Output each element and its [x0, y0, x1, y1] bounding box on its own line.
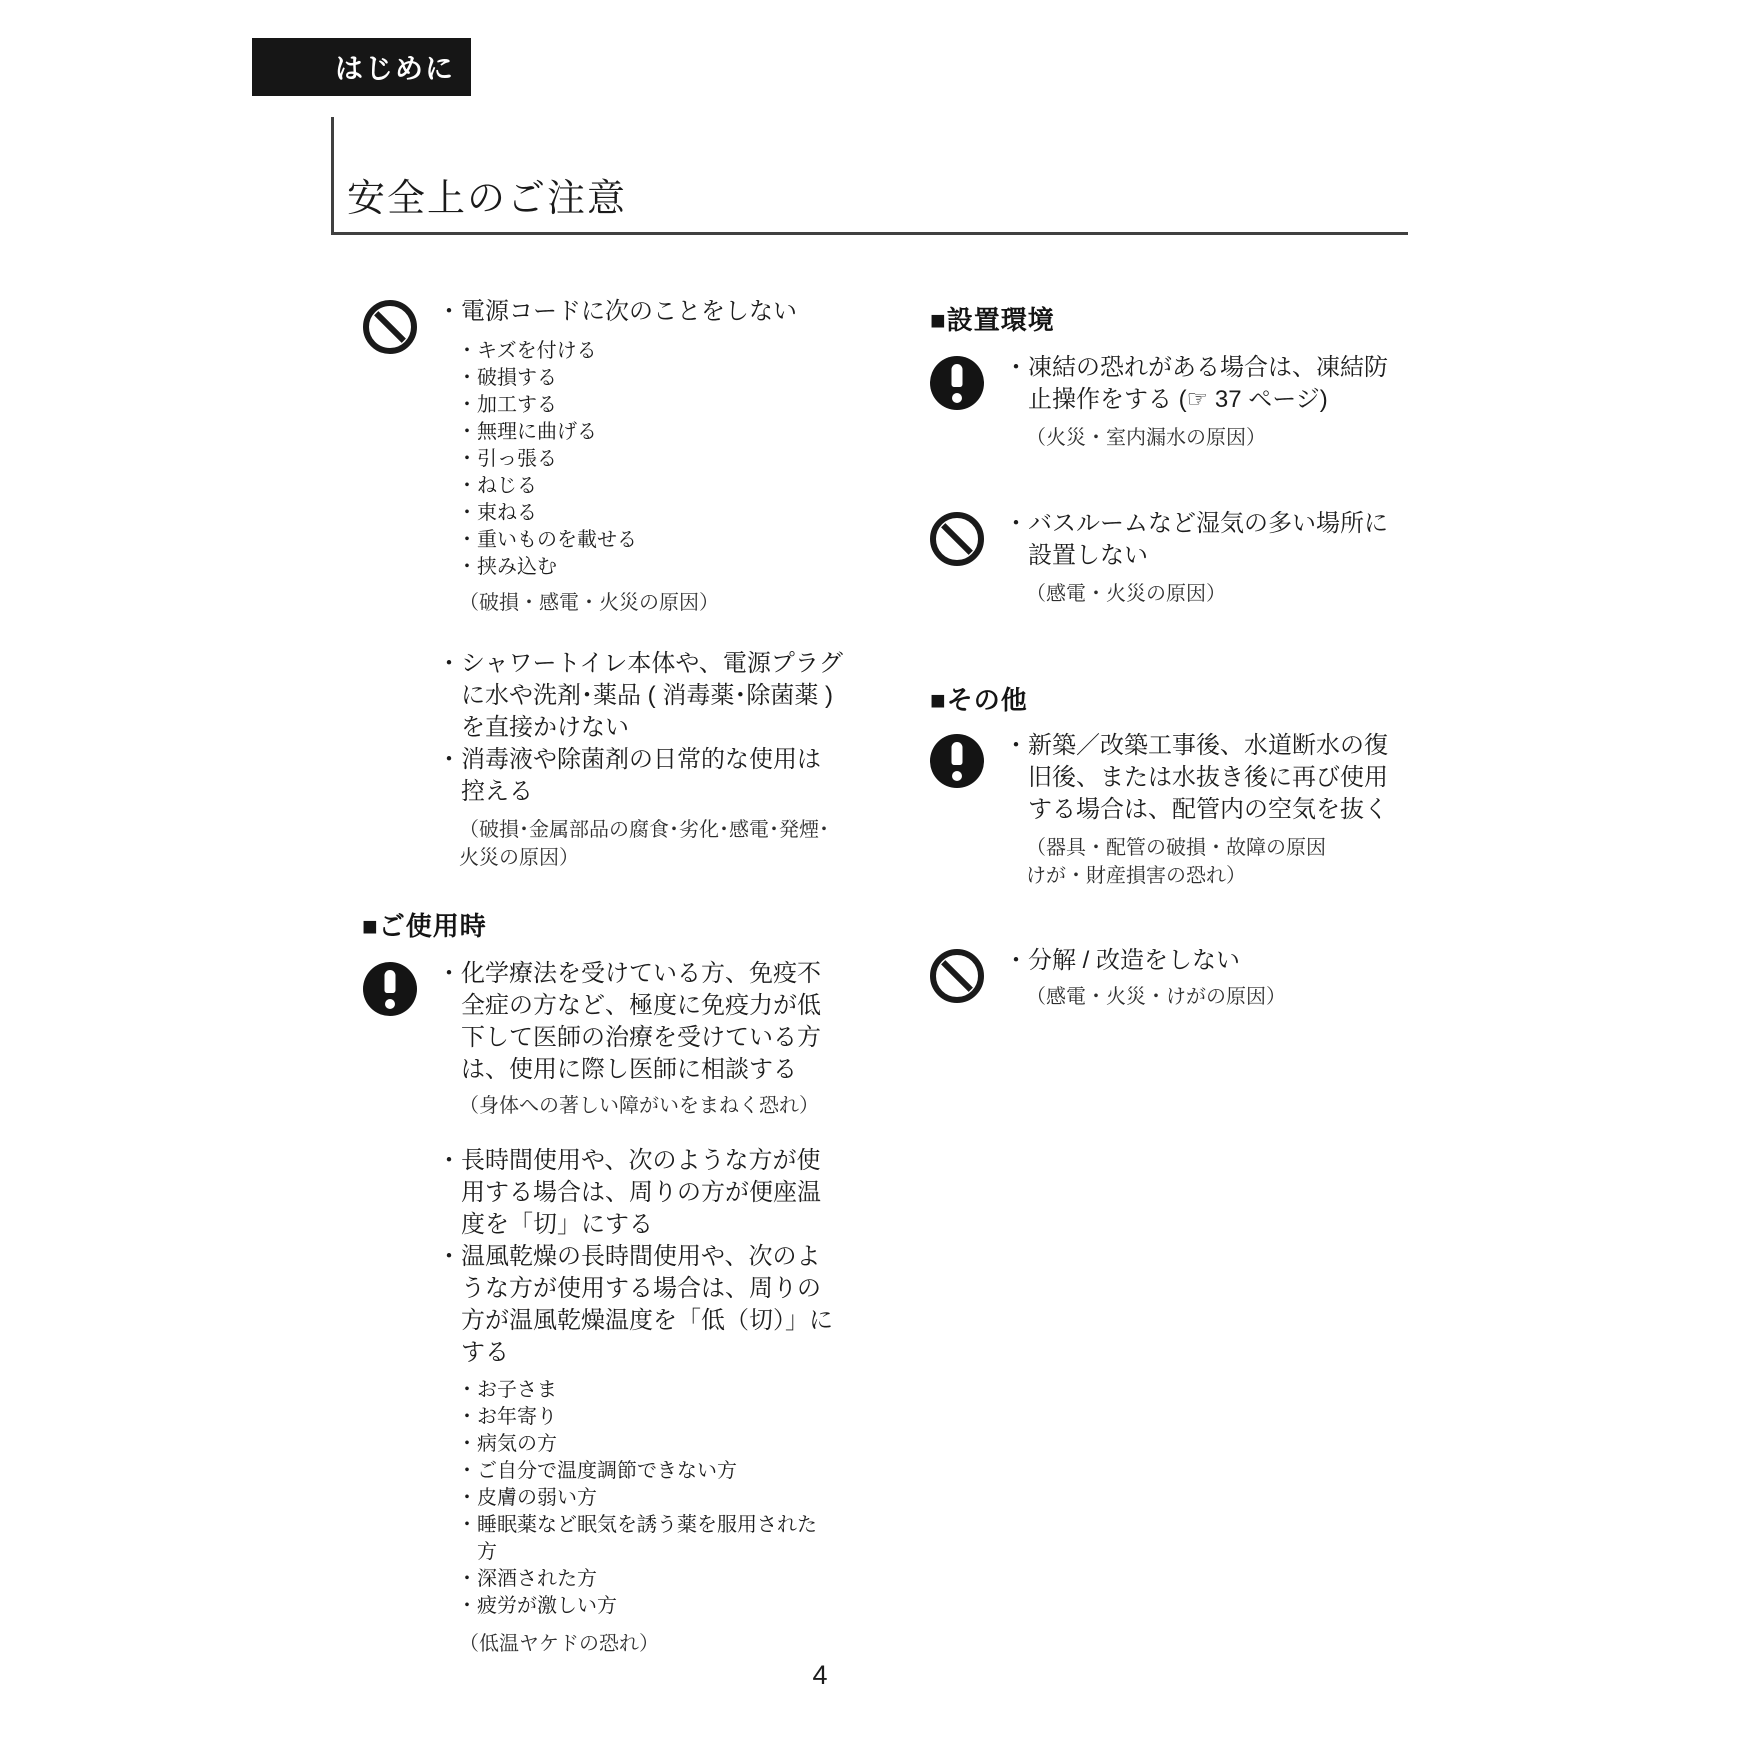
- warning-line: 度を「切」にする: [461, 1211, 653, 1238]
- sub-item: 方: [477, 1541, 497, 1563]
- sub-item: ・加工する: [457, 394, 557, 416]
- section-heading-environment: ■設置環境: [930, 305, 1055, 335]
- warning-line: ・新築／改築工事後、水道断水の復: [1004, 732, 1388, 759]
- sub-item: ・重いものを載せる: [457, 529, 637, 551]
- section-heading-usage: ■ご使用時: [362, 911, 487, 941]
- cause-note: （破損･金属部品の腐食･劣化･感電･発煙･: [459, 819, 829, 841]
- warning-disassembly: [930, 945, 1430, 1011]
- warning-line: ・化学療法を受けている方、免疫不: [437, 960, 821, 987]
- page-title-block: [331, 117, 1408, 235]
- warning-bathroom: [930, 508, 1430, 608]
- cause-note: （感電・火災の原因）: [1026, 583, 1226, 605]
- sub-list: [437, 1377, 833, 1620]
- icon-column: [363, 296, 437, 617]
- warning-line-page-ref: 止操作をする (☞ 37 ページ): [1028, 386, 1328, 413]
- sub-item: ・ご自分で温度調節できない方: [457, 1460, 737, 1482]
- warning-line: 下して医師の治療を受けている方: [461, 1024, 821, 1051]
- warning-line: 方が温風乾燥温度を「低（切）」に: [461, 1307, 833, 1334]
- page-title: 安全上のご注意: [347, 178, 628, 220]
- warning-line: を直接かけない: [461, 714, 629, 741]
- section-heading-other: ■その他: [930, 685, 1028, 715]
- cause-note: （器具・配管の破損・故障の原因: [1026, 837, 1326, 859]
- warning-line: 全症の方など、極度に免疫力が低: [461, 992, 821, 1019]
- cause-note: 火災の原因）: [459, 847, 579, 869]
- icon-column: [363, 1145, 437, 1658]
- icon-column: [930, 352, 1004, 452]
- prohibition-icon: [363, 300, 417, 354]
- warning-splash: [363, 648, 843, 872]
- prohibition-icon: [930, 949, 984, 1003]
- warning-text-column: [437, 648, 843, 872]
- warning-medical: [363, 958, 827, 1120]
- icon-column: [930, 730, 1004, 890]
- sub-item: ・ねじる: [457, 475, 537, 497]
- warning-line: 設置しない: [1028, 542, 1148, 569]
- cause-note: けが・財産損害の恐れ）: [1026, 865, 1246, 887]
- mandatory-icon: [363, 962, 417, 1016]
- cause-note: （低温ヤケドの恐れ）: [459, 1633, 659, 1655]
- warning-line: する場合は、配管内の空気を抜く: [1028, 796, 1388, 823]
- warning-line: ・電源コードに次のことをしない: [437, 298, 797, 325]
- sub-item: ・皮膚の弱い方: [457, 1487, 597, 1509]
- sub-item: ・破損する: [457, 367, 557, 389]
- prohibition-icon: [930, 512, 984, 566]
- warning-line: ・長時間使用や、次のような方が使: [437, 1147, 821, 1174]
- page-number: 4: [812, 1660, 828, 1690]
- warning-power-cord: [363, 296, 827, 617]
- cause-note: （火災・室内漏水の原因）: [1026, 427, 1266, 449]
- sub-item: ・病気の方: [457, 1433, 557, 1455]
- warning-text-column: [1004, 352, 1430, 452]
- warning-line: ・温風乾燥の長時間使用や、次のよ: [437, 1243, 821, 1270]
- icon-column: [930, 508, 1004, 608]
- warning-line: ・消毒液や除菌剤の日常的な使用は: [437, 746, 821, 773]
- sub-item: ・引っ張る: [457, 448, 557, 470]
- warning-line: 旧後、または水抜き後に再び使用: [1028, 764, 1388, 791]
- icon-column: [363, 648, 437, 872]
- cause-note: （身体への著しい障がいをまねく恐れ）: [459, 1095, 819, 1117]
- mandatory-icon: [930, 734, 984, 788]
- sub-list: [437, 338, 827, 581]
- warning-text-column: [1004, 730, 1430, 890]
- warning-line: うな方が使用する場合は、周りの: [461, 1275, 821, 1302]
- sub-item: ・お子さま: [457, 1379, 557, 1401]
- warning-line: ・シャワートイレ本体や、電源プラグ: [437, 650, 843, 677]
- warning-line: ・分解 / 改造をしない: [1004, 947, 1241, 974]
- warning-line: 用する場合は、周りの方が便座温: [461, 1179, 821, 1206]
- warning-text-column: [1004, 945, 1430, 1011]
- sub-item: ・キズを付ける: [457, 340, 597, 362]
- warning-line: する: [461, 1339, 509, 1366]
- sub-item: ・お年寄り: [457, 1406, 557, 1428]
- warning-plumbing: [930, 730, 1430, 890]
- warning-text-column: [437, 1145, 833, 1658]
- warning-line: 控える: [461, 778, 533, 805]
- icon-column: [363, 958, 437, 1120]
- warning-long-use: [363, 1145, 833, 1658]
- sub-item: ・束ねる: [457, 502, 537, 524]
- warning-text-column: [437, 958, 827, 1120]
- cause-note: （破損・感電・火災の原因）: [459, 592, 719, 614]
- section-tab-label: はじめに: [334, 53, 455, 84]
- warning-line: ・凍結の恐れがある場合は、凍結防: [1004, 354, 1388, 381]
- sub-item: ・無理に曲げる: [457, 421, 597, 443]
- warning-line: は、使用に際し医師に相談する: [461, 1056, 797, 1083]
- warning-text-column: [1004, 508, 1430, 608]
- sub-item: ・睡眠薬など眠気を誘う薬を服用された: [457, 1514, 817, 1536]
- warning-text-column: [437, 296, 827, 617]
- warning-line: に水や洗剤･薬品 ( 消毒薬･除菌薬 ): [461, 682, 833, 709]
- icon-column: [930, 945, 1004, 1011]
- section-tab: [252, 38, 471, 96]
- cause-note: （感電・火災・けがの原因）: [1026, 986, 1286, 1008]
- warning-freeze: [930, 352, 1430, 452]
- sub-item: ・挟み込む: [457, 556, 557, 578]
- warning-line: ・バスルームなど湿気の多い場所に: [1004, 510, 1388, 537]
- sub-item: ・深酒された方: [457, 1568, 597, 1590]
- sub-item: ・疲労が激しい方: [457, 1595, 617, 1617]
- mandatory-icon: [930, 356, 984, 410]
